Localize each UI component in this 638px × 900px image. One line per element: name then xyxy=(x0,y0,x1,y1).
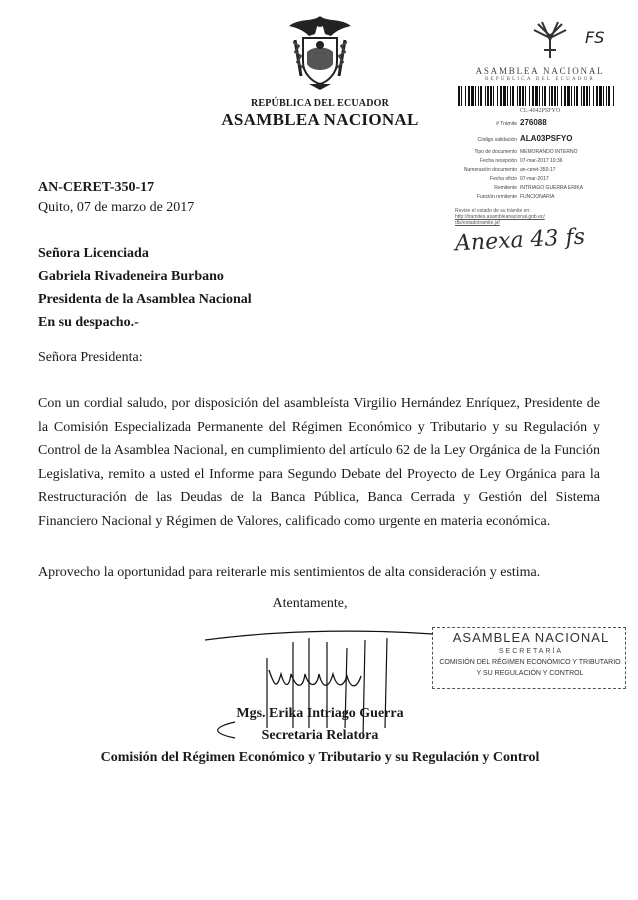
handwritten-fs: FS xyxy=(585,28,605,47)
barcode-number: CL-4042PSFYO xyxy=(519,108,561,114)
barcode-bar xyxy=(567,86,570,106)
receipt-row xyxy=(455,185,635,191)
stamp-line: COMISIÓN DEL RÉGIMEN ECONÓMICO Y TRIBUTARIO xyxy=(439,659,621,666)
barcode-bar xyxy=(599,86,602,106)
barcode-bar xyxy=(608,86,610,106)
barcode-bar xyxy=(512,86,514,106)
document-date: Quito, 07 de marzo de 2017 xyxy=(38,200,195,215)
receipt-row xyxy=(455,167,635,173)
stamp-title: ASAMBLEA NACIONAL xyxy=(452,630,610,645)
barcode-bar xyxy=(576,86,578,106)
receipt-row xyxy=(455,149,635,155)
barcode-bar xyxy=(493,86,494,106)
barcode-bar xyxy=(480,86,482,106)
barcode-bar xyxy=(606,86,607,106)
barcode-bar xyxy=(510,86,511,106)
barcode-bar xyxy=(529,86,530,106)
signer-role: Secretaria Relatora xyxy=(261,728,379,743)
receipt-key: Fecha recepción xyxy=(480,158,517,164)
barcode-bar xyxy=(574,86,575,106)
barcode-bar xyxy=(613,86,614,106)
receipt-key: Función remitente xyxy=(476,194,517,200)
barcode-bar xyxy=(465,86,466,106)
receipt-key: Remitente xyxy=(494,185,517,191)
barcode-bar xyxy=(564,86,566,106)
salutation: Señora Presidenta: xyxy=(38,350,143,365)
receipt-value: 07-mar-2017 10:36 xyxy=(520,158,563,164)
barcode-bar xyxy=(503,86,506,106)
closing-paragraph: Aprovecho la oportunidad para reiterarle mis sentimientos de alta consideración y estima. xyxy=(38,565,541,580)
barcode-bar xyxy=(535,86,538,106)
barcode-bar xyxy=(507,86,508,106)
barcode-bar xyxy=(549,86,550,106)
barcode-bar xyxy=(497,86,498,106)
receipt-key: Tipo de documento xyxy=(474,149,517,155)
receipt-value: FUNCIONARIA xyxy=(520,194,555,200)
receipt-row xyxy=(455,134,635,143)
receipt-link-url[interactable]: http://tramites.asambleanacional.gob.ec/ xyxy=(455,214,545,220)
coat-of-arms-icon xyxy=(285,12,355,92)
barcode-bar xyxy=(583,86,585,106)
barcode-bar xyxy=(561,86,562,106)
receipt-row xyxy=(455,118,635,127)
barcode-bar xyxy=(544,86,546,106)
barcode-bar xyxy=(522,86,524,106)
barcode-bar xyxy=(571,86,572,106)
receipt-row xyxy=(455,176,635,182)
barcode-bar xyxy=(539,86,540,106)
addressee-line: Gabriela Rivadeneira Burbano xyxy=(38,269,224,284)
receipt-key: Numeración documento xyxy=(463,167,517,173)
handwritten-anexa: Anexa 43 fs xyxy=(454,224,586,257)
barcode-bar xyxy=(542,86,543,106)
barcode-bar xyxy=(593,86,594,106)
barcode-bar xyxy=(487,86,489,106)
receipt-row xyxy=(455,158,635,164)
receipt-link-url-2[interactable]: dts/estadotramite.jsf xyxy=(455,220,500,226)
receipt-value: 276088 xyxy=(520,118,547,127)
barcode-bar xyxy=(461,86,462,106)
receipt-value: MEMORANDO INTERNO xyxy=(520,149,578,155)
signer-name: Mgs. Erika Intriago Guerra xyxy=(236,706,404,721)
receipt-value: ALA03PSFYO xyxy=(520,134,573,143)
addressee-line: Presidenta de la Asamblea Nacional xyxy=(38,292,252,307)
receipt-value: 07-mar-2017 xyxy=(520,176,549,182)
barcode-bar xyxy=(458,86,460,106)
barcode-bar xyxy=(517,86,518,106)
barcode-bar xyxy=(500,86,502,106)
signer-commission: Comisión del Régimen Económico y Tributario y su Regulación y Control xyxy=(100,750,540,765)
receipt-key: Código validación xyxy=(477,137,517,143)
receipt-key: Fecha oficio xyxy=(490,176,517,182)
document-code: AN-CERET-350-17 xyxy=(38,180,155,195)
barcode-bar xyxy=(471,86,474,106)
barcode-bar xyxy=(603,86,604,106)
barcode-icon xyxy=(458,86,616,106)
stamp-line: Y SU REGULACIÓN Y CONTROL xyxy=(476,670,584,677)
assembly-title: ASAMBLEA NACIONAL xyxy=(221,110,419,129)
receipt-key: # Trámite xyxy=(496,121,517,127)
assembly-logo-icon xyxy=(530,20,570,60)
barcode-bar xyxy=(554,86,556,106)
barcode-bar xyxy=(551,86,553,106)
barcode-bar xyxy=(519,86,521,106)
addressee-line: En su despacho.- xyxy=(38,315,139,330)
stamp-secretaria: SECRETARÍA xyxy=(498,648,564,655)
receipt-value: INTRIAGO GUERRA ERIKA xyxy=(520,185,584,191)
addressee-line: Señora Licenciada xyxy=(38,246,149,261)
barcode-bar xyxy=(532,86,534,106)
barcode-bar xyxy=(475,86,476,106)
barcode-bar xyxy=(468,86,470,106)
receipt-link-block xyxy=(455,208,635,226)
barcode-bar xyxy=(525,86,526,106)
receipt-link-text: Revise el estado de su trámite en: xyxy=(455,208,531,214)
receipt-org: ASAMBLEA NACIONAL xyxy=(475,66,605,76)
receipt-sub: REPÚBLICA DEL ECUADOR xyxy=(485,77,595,82)
barcode-bar xyxy=(557,86,558,106)
barcode-bar xyxy=(581,86,582,106)
barcode-bar xyxy=(586,86,588,106)
republic-title: REPÚBLICA DEL ECUADOR xyxy=(250,98,390,109)
barcode-bar xyxy=(596,86,598,106)
barcode-bar xyxy=(490,86,492,106)
barcode-bar xyxy=(589,86,590,106)
body-paragraph: Con un cordial saludo, por disposición del asambleísta Virgilio Hernández Enríquez, Presidente de la Comisión Especializada Permanente del Régimen Económico y Tributario y su Regulación y Control de la Asamblea Nacional, en cumplimiento del artículo 62 de la Ley Orgánica de la Función Legislativa, remito a usted el Informe para Segundo Debate del Proyecto de Ley Orgánica para la Restructuración de las Deudas de la Banca Pública, Banca Cerrada y Gestión del Sistema Financiero Nacional y Régimen de Valores, calificado como urgente en materia económica. xyxy=(38,396,600,529)
barcode-bar xyxy=(478,86,479,106)
receipt-row xyxy=(455,194,635,200)
barcode-bar xyxy=(485,86,486,106)
receipt-value: an-ceret-350-17 xyxy=(520,167,556,173)
closing-salutation: Atentamente, xyxy=(272,596,348,611)
